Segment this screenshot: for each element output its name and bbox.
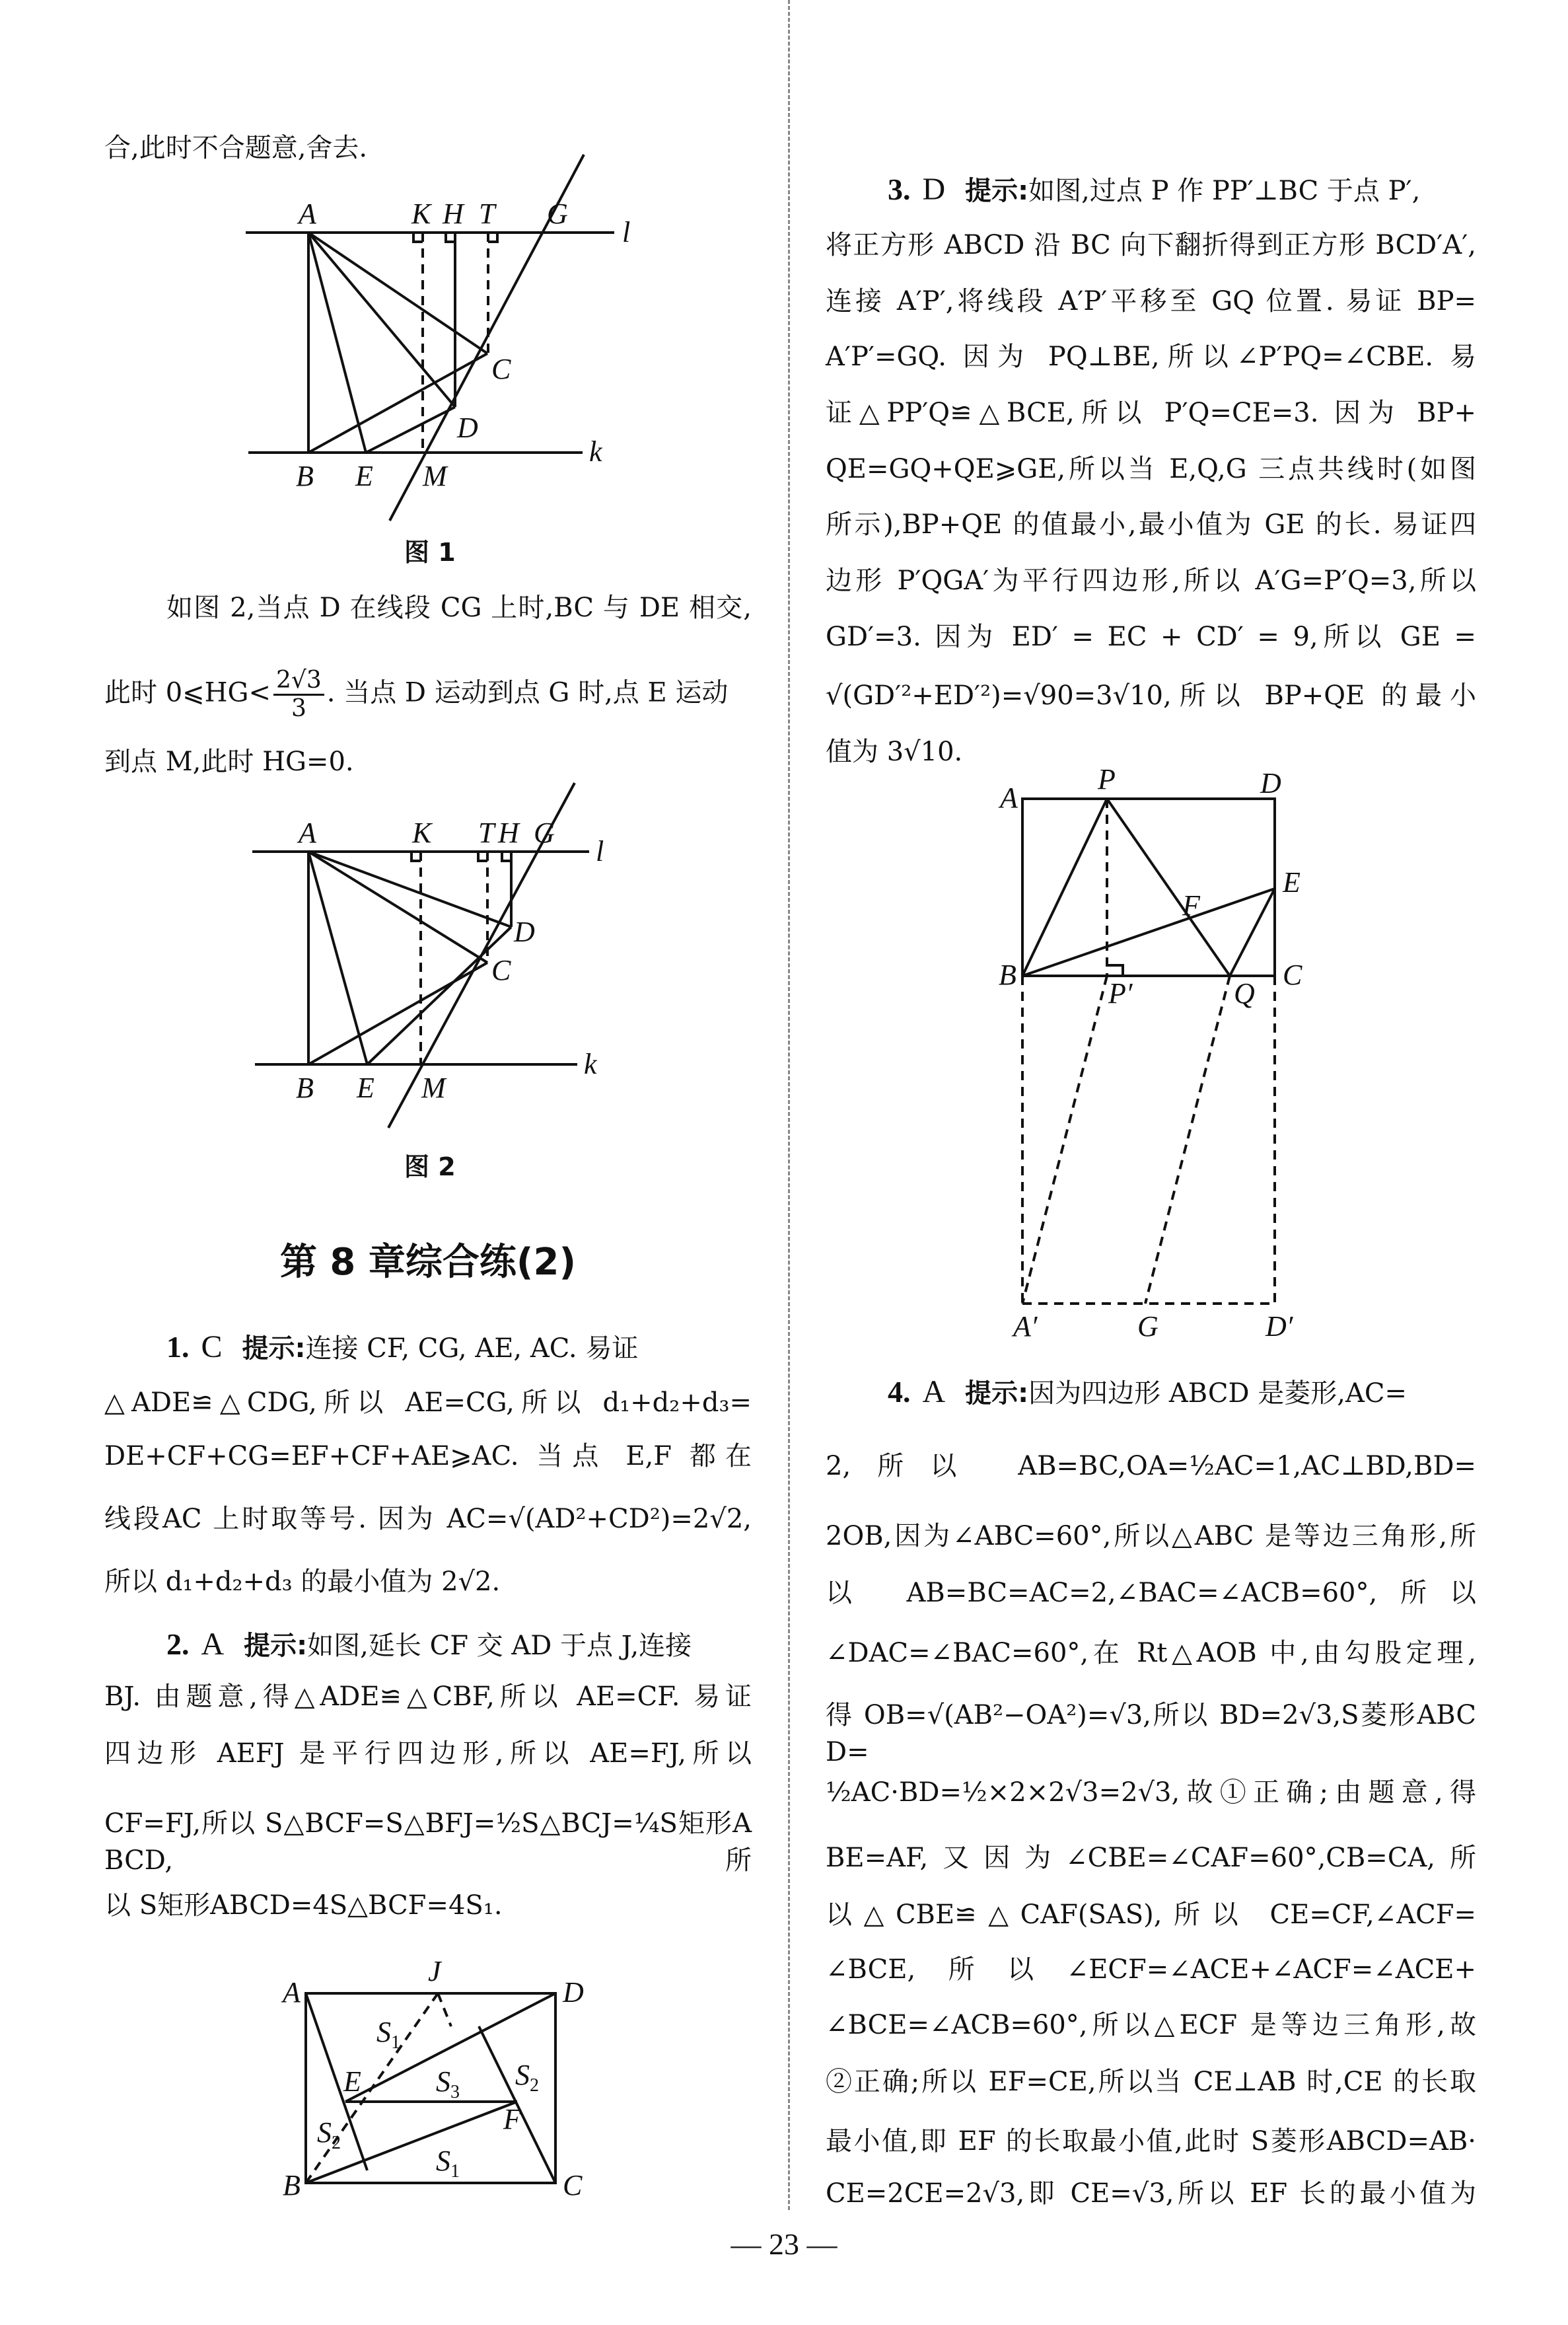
item2-number: 2. xyxy=(166,1627,190,1661)
item3-line10: √(GD′²+ED′²)=√90=3√10,所以 BP+QE 的最小 xyxy=(826,681,1476,711)
dash-P-prime-A-prime xyxy=(1022,976,1107,1304)
item2-answer: A xyxy=(201,1627,225,1662)
item4-line1: 因为四边形 ABCD 是菱形,AC= xyxy=(1028,1378,1408,1409)
fraction-numerator: 2√3 xyxy=(273,667,324,696)
item2-line3: 四边形 AEFJ 是平行四边形,所以 AE=FJ,所以 xyxy=(104,1738,752,1769)
dash-BJ xyxy=(306,1993,438,2183)
dash-QG xyxy=(1145,976,1230,1304)
item2-line4: CF=FJ,所以 S△BCF=S△BFJ=½S△BCJ=¼S矩形ABCD,所 xyxy=(104,1808,752,1876)
column-divider xyxy=(788,0,790,2210)
item3-line11: 值为 3√10. xyxy=(826,737,963,767)
item4-line13: 最小值,即 EF 的长取最小值,此时 S菱形ABCD=AB· xyxy=(826,2126,1476,2157)
figure-1-diagram xyxy=(244,192,654,535)
item3-header xyxy=(826,171,1476,209)
right-angle-P-prime xyxy=(1107,965,1123,976)
item1-line3: DE+CF+CG=EF+CF+AE⩾AC. 当点 E,F 都在 xyxy=(104,1441,752,1471)
item1-line2: △ADE≌△CDG,所以 AE=CG,所以 d₁+d₂+d₃= xyxy=(104,1387,752,1418)
label-G: G xyxy=(1137,1310,1158,1343)
label-T: T xyxy=(479,198,495,230)
item4-line2: 2,所以 AB=BC,OA=½AC=1,AC⊥BD,BD= xyxy=(826,1451,1476,1481)
item3-line9: GD′=3. 因为 ED′ = EC + CD′ = 9,所以 GE = xyxy=(826,622,1476,652)
item4-line6: 得 OB=√(AB²−OA²)=√3,所以 BD=2√3,S菱形ABCD= xyxy=(826,1700,1476,1767)
item4-header xyxy=(826,1374,1476,1412)
figure-1-caption: 图 1 xyxy=(404,538,456,567)
para2-line2-prefix: 此时 0⩽HG< xyxy=(104,677,271,708)
item3-answer: D xyxy=(922,172,946,207)
right-angle-K xyxy=(413,233,423,242)
label-E: E xyxy=(343,2065,361,2098)
right-angle-H xyxy=(502,852,511,861)
item1-answer: C xyxy=(201,1329,223,1364)
right-angle-K xyxy=(411,852,421,861)
label-S1-bottom: $S_1$ xyxy=(436,2145,460,2182)
label-K: K xyxy=(411,198,431,230)
item1-line5: 所以 d₁+d₂+d₃ 的最小值为 2√2. xyxy=(104,1567,501,1597)
label-A: A xyxy=(299,817,316,849)
label-S1-top: $S_1$ xyxy=(376,2016,400,2053)
label-A: A xyxy=(1000,782,1018,814)
item4-line3: 2OB,因为∠ABC=60°,所以△ABC 是等边三角形,所 xyxy=(826,1521,1476,1551)
para2-line2 xyxy=(104,667,752,722)
label-E: E xyxy=(357,1072,374,1104)
segment-BP xyxy=(1022,799,1107,976)
item1-number: 1. xyxy=(166,1330,190,1364)
label-C: C xyxy=(491,954,511,986)
label-A: A xyxy=(299,198,316,230)
item1-line4: 线段AC 上时取等号. 因为 AC=√(AD²+CD²)=2√2, xyxy=(104,1504,752,1534)
label-C: C xyxy=(491,353,511,385)
item2-tip-label: 提示: xyxy=(244,1631,308,1661)
label-F: F xyxy=(503,2103,521,2135)
item3-line7: 所示),BP+QE 的值最小,最小值为 GE 的长. 易证四 xyxy=(826,509,1476,540)
segment-ED xyxy=(367,927,511,1064)
label-P: P xyxy=(1098,763,1116,795)
continuation-text: 合,此时不合题意,舍去. xyxy=(104,133,368,163)
item4-line5: ∠DAC=∠BAC=60°,在 Rt△AOB 中,由勾股定理, xyxy=(826,1638,1476,1668)
label-M: M xyxy=(421,1072,446,1104)
page-number: — 23 — xyxy=(731,2227,837,2261)
square-ABCD xyxy=(1022,799,1275,976)
item2-line2: BJ. 由题意,得△ADE≌△CBF,所以 AE=CF. 易证 xyxy=(104,1681,752,1712)
item1-tip-label: 提示: xyxy=(242,1333,306,1364)
item4-line4: 以 AB=BC=AC=2,∠BAC=∠ACB=60°,所以 xyxy=(826,1578,1476,1608)
item2-header xyxy=(104,1626,752,1664)
figure-2-caption: 图 2 xyxy=(404,1152,456,1181)
label-Q: Q xyxy=(1234,977,1255,1010)
label-M: M xyxy=(423,460,447,492)
item3-line2: 将正方形 ABCD 沿 BC 向下翻折得到正方形 BCD′A′, xyxy=(826,230,1476,260)
item1-line1: 连接 CF, CG, AE, AC. 易证 xyxy=(305,1333,639,1364)
label-K: K xyxy=(412,817,432,849)
item3-number: 3. xyxy=(888,172,911,206)
figure-3-diagram xyxy=(264,1956,608,2220)
label-H: H xyxy=(498,817,519,849)
item4-line10: ∠BCE,所以∠ECF=∠ACE+∠ACF=∠ACE+ xyxy=(826,1954,1476,1985)
label-B: B xyxy=(296,460,314,492)
item3-line4: A′P′=GQ. 因为 PQ⊥BE,所以∠P′PQ=∠CBE. 易 xyxy=(826,342,1476,372)
right-angle-T xyxy=(478,852,487,861)
label-D: D xyxy=(457,412,478,444)
label-H: H xyxy=(443,198,464,230)
label-T: T xyxy=(478,817,495,849)
label-C: C xyxy=(1283,959,1302,991)
label-k: k xyxy=(584,1048,597,1080)
item4-answer: A xyxy=(922,1374,946,1409)
label-B: B xyxy=(283,2169,301,2201)
label-l: l xyxy=(622,216,631,248)
fraction-denominator: 3 xyxy=(291,695,306,722)
label-G: G xyxy=(534,817,555,849)
label-D: D xyxy=(1260,767,1281,799)
item4-line8: BE=AF,又因为∠CBE=∠CAF=60°,CB=CA,所 xyxy=(826,1843,1476,1873)
item4-line11: ∠BCE=∠ACB=60°,所以△ECF 是等边三角形,故 xyxy=(826,2010,1476,2040)
label-C: C xyxy=(563,2169,583,2201)
label-F: F xyxy=(1182,889,1200,922)
label-D-prime: D′ xyxy=(1265,1310,1293,1343)
item4-tip-label: 提示: xyxy=(965,1378,1029,1409)
item3-line8: 边形 P′QGA′为平行四边形,所以 A′G=P′Q=3,所以 xyxy=(826,566,1476,596)
label-l: l xyxy=(596,835,604,867)
fraction-2sqrt3-over-3 xyxy=(273,667,324,722)
label-A: A xyxy=(283,1976,301,2009)
label-E: E xyxy=(1283,866,1301,899)
para2-line3: 到点 M,此时 HG=0. xyxy=(104,747,354,777)
label-k: k xyxy=(589,435,602,468)
segment-PQ xyxy=(1107,799,1230,976)
label-D: D xyxy=(514,916,535,948)
dash-JF xyxy=(438,1993,451,2026)
label-B: B xyxy=(296,1072,314,1104)
item4-line9: 以△CBE≌△CAF(SAS),所以 CE=CF,∠ACF= xyxy=(826,1900,1476,1930)
para2-line2-suffix: . 当点 D 运动到点 G 时,点 E 运动 xyxy=(326,677,729,708)
label-B: B xyxy=(999,959,1016,991)
label-S2-right: $S_2$ xyxy=(515,2059,539,2096)
item3-line1: 如图,过点 P 作 PP′⊥BC 于点 P′, xyxy=(1028,176,1421,206)
para2-line1: 如图 2,当点 D 在线段 CG 上时,BC 与 DE 相交, xyxy=(166,593,752,623)
figure-4-diagram xyxy=(984,760,1328,1354)
label-P-prime: P′ xyxy=(1108,977,1133,1010)
right-angle-T xyxy=(488,233,497,242)
item4-number: 4. xyxy=(888,1375,911,1409)
item4-line7: ½AC·BD=½×2×2√3=2√3,故①正确;由题意,得 xyxy=(826,1777,1476,1808)
item3-tip-label: 提示: xyxy=(965,176,1029,206)
label-S3: $S_3$ xyxy=(436,2065,460,2102)
item3-line5: 证△PP′Q≌△BCE,所以 P′Q=CE=3. 因为 BP+ xyxy=(826,398,1476,428)
section-title: 第 8 章综合练(2) xyxy=(279,1241,577,1284)
item4-line12: ②正确;所以 EF=CE,所以当 CE⊥AB 时,CE 的长取 xyxy=(826,2067,1476,2097)
right-angle-H xyxy=(446,233,455,242)
label-J: J xyxy=(428,1955,441,1987)
item4-line14: CE=2CE=2√3,即 CE=√3,所以 EF 长的最小值为 xyxy=(826,2178,1476,2209)
item2-line1: 如图,延长 CF 交 AD 于点 J,连接 xyxy=(307,1631,692,1661)
label-A-prime: A′ xyxy=(1013,1310,1038,1343)
segment-BC xyxy=(308,963,487,1064)
item3-line3: 连接 A′P′,将线段 A′P′平移至 GQ 位置. 易证 BP= xyxy=(826,286,1476,316)
item2-line5: 以 S矩形ABCD=4S△BCF=4S₁. xyxy=(104,1890,503,1921)
label-G: G xyxy=(547,198,568,230)
label-E: E xyxy=(355,460,373,492)
item3-line6: QE=GQ+QE⩾GE,所以当 E,Q,G 三点共线时(如图 xyxy=(826,454,1476,484)
label-D: D xyxy=(563,1976,584,2009)
figure-2-diagram xyxy=(244,809,654,1140)
item1-header xyxy=(104,1329,752,1367)
label-S2-left: $S_2$ xyxy=(317,2116,341,2153)
